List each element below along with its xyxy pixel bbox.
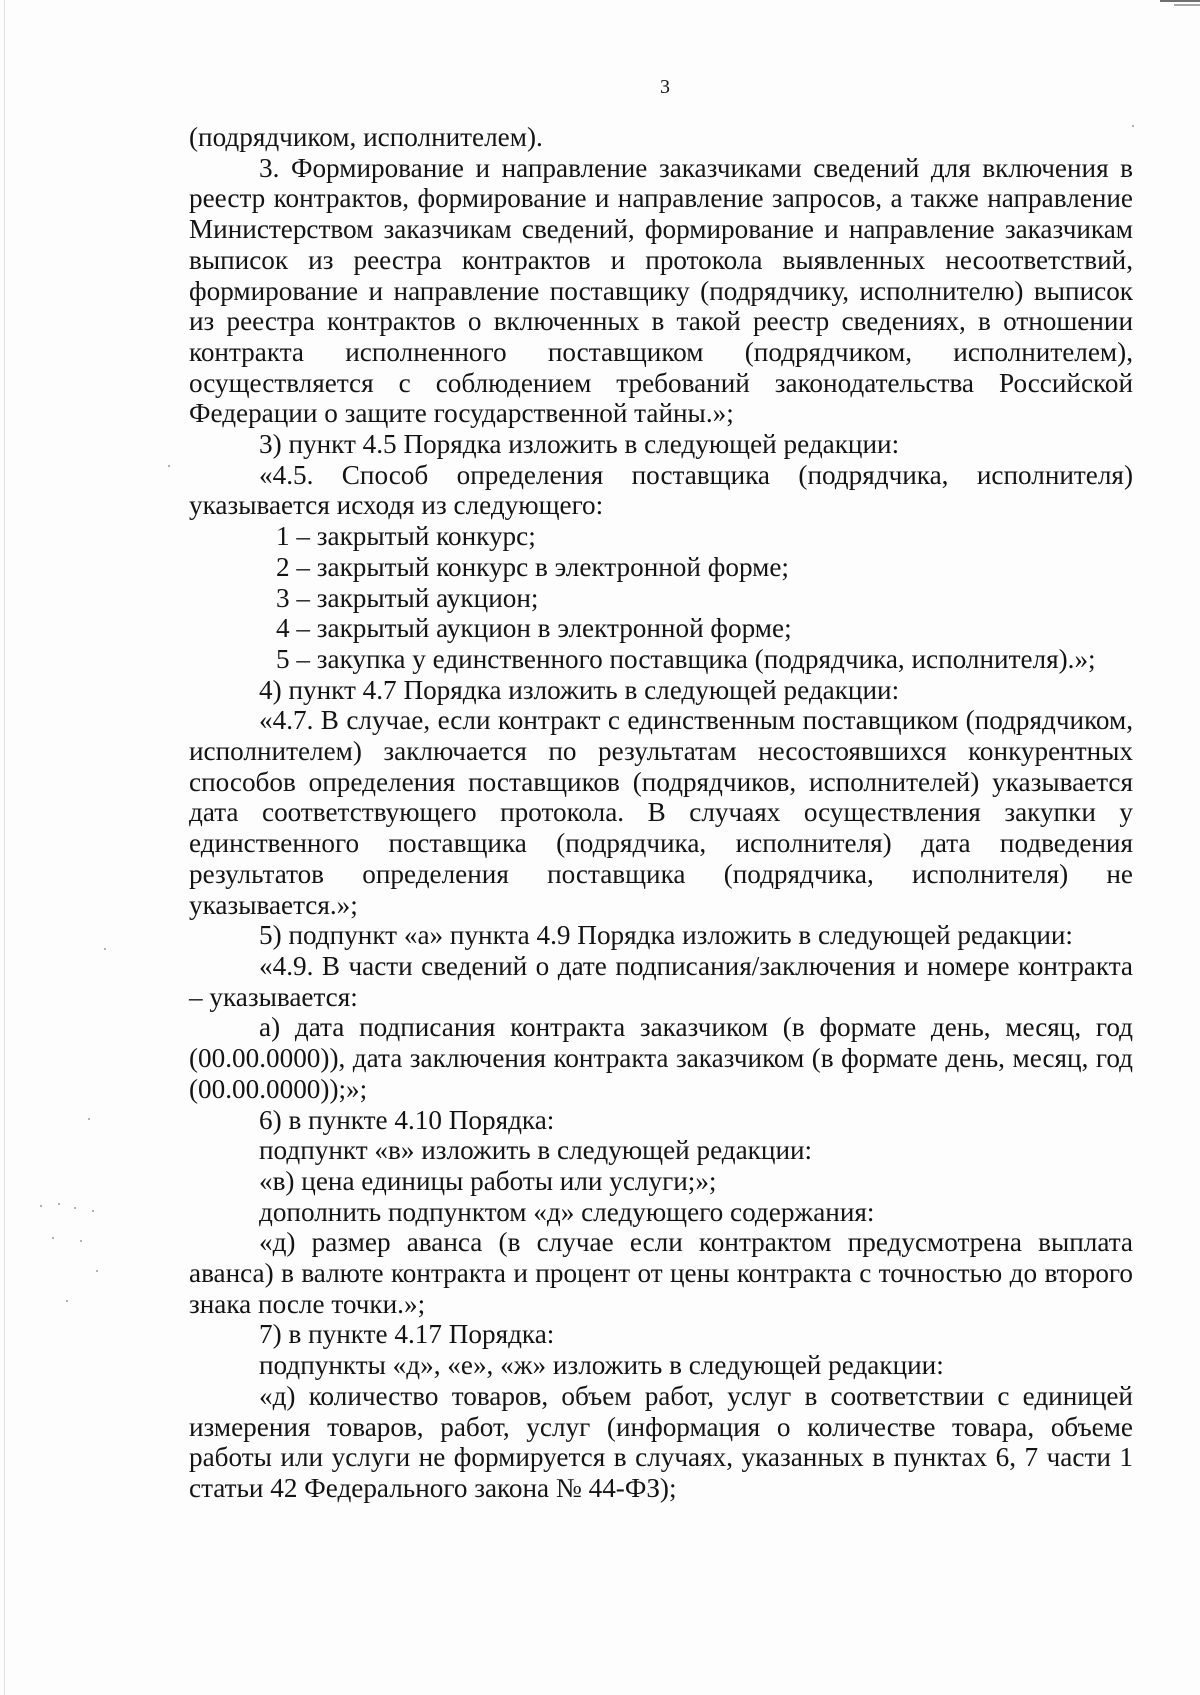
list-item: 3 – закрытый аукцион; <box>276 582 539 613</box>
paragraph: 4) пункт 4.7 Порядка изложить в следующей редакции: <box>259 674 900 705</box>
scan-left-edge <box>4 0 5 1695</box>
list-item: 1 – закрытый конкурс; <box>276 521 536 552</box>
scan-edge-mark <box>1174 4 1200 6</box>
paragraph: дополнить подпунктом «д» следующего содержания: <box>259 1196 875 1227</box>
scan-noise <box>104 948 106 950</box>
scan-noise <box>1132 125 1134 127</box>
paragraph: (подрядчиком, исполнителем). <box>189 122 543 152</box>
document-body <box>189 122 1133 1504</box>
scan-noise <box>92 1210 94 1212</box>
paragraph: 5) подпункт «а» пункта 4.9 Порядка изложить в следующей редакции: <box>259 920 1073 951</box>
paragraph: «4.9. В части сведений о дате подписания/заключения и номере контракта – указывается: <box>189 950 1133 1012</box>
paragraph: подпункт «в» изложить в следующей редакции: <box>259 1135 813 1166</box>
list-item: 5 – закупка у единственного поставщика (подрядчика, исполнителя).»; <box>276 643 1096 674</box>
scan-noise <box>66 1300 68 1302</box>
paragraph: 6) в пункте 4.10 Порядка: <box>259 1104 555 1135</box>
list-item: 2 – закрытый конкурс в электронной форме; <box>276 551 789 582</box>
paragraph: «4.5. Способ определения поставщика (подрядчика, исполнителя) указывается исходя из следующего: <box>189 459 1133 521</box>
paragraph: «в) цена единицы работы или услуги;»; <box>259 1165 717 1196</box>
paragraph: 3. Формирование и направление заказчиками сведений для включения в реестр контрактов, формирование и направление запросов, а также направление Министерством заказчикам сведений, формирование и направление заказчикам выписок из реестра контрактов и протокола выявленных несоответствий, формирование и направление поставщику (подрядчику, исполнителю) выписок из реестра контрактов о включенных в такой реестр сведениях, в отношении контракта исполненного поставщиком (подрядчиком, исполнителем), осуществляется с соблюдением требований законодательства Российской Федерации о защите государственной тайны.»; <box>189 152 1133 429</box>
paragraph: «д) количество товаров, объем работ, услуг в соответствии с единицей измерения товаров, работ, услуг (информация о количестве товара, объеме работы или услуги не формируется в случаях, указанных в пунктах 6, 7 части 1 статьи 42 Федерального закона № 44-ФЗ); <box>189 1380 1133 1503</box>
paragraph: «д) размер аванса (в случае если контрактом предусмотрена выплата аванса) в валюте контракта и процент от цены контракта с точностью до второго знака после точки.»; <box>189 1227 1133 1319</box>
paragraph: 7) в пункте 4.17 Порядка: <box>259 1319 555 1350</box>
scan-noise <box>40 1205 42 1207</box>
scan-noise <box>58 1203 60 1205</box>
paragraph: а) дата подписания контракта заказчиком (в формате день, месяц, год (00.00.0000)), дата заключения контракта заказчиком (в формате день, месяц, год (00.00.0000));»; <box>189 1012 1133 1104</box>
scan-noise <box>74 1207 76 1209</box>
scan-noise <box>80 1240 82 1242</box>
scan-noise <box>88 1118 90 1120</box>
scan-noise <box>52 1237 54 1239</box>
scan-edge-mark <box>1160 0 1200 2</box>
paragraph: «4.7. В случае, если контракт с единственным поставщиком (подрядчиком, исполнителем) заключается по результатам несостоявшихся конкурентных способов определения поставщиков (подрядчиков, исполнителей) указывается дата соответствующего протокола. В случаях осуществления закупки у единственного поставщика (подрядчика, исполнителя) дата подведения результатов определения поставщика (подрядчика, исполнителя) не указывается.»; <box>189 705 1133 920</box>
scan-noise <box>168 465 170 467</box>
page-number: 3 <box>660 76 670 98</box>
paragraph: 3) пункт 4.5 Порядка изложить в следующей редакции: <box>259 429 900 460</box>
list-item: 4 – закрытый аукцион в электронной форме; <box>276 613 792 644</box>
paragraph: подпункты «д», «е», «ж» изложить в следующей редакции: <box>259 1350 944 1381</box>
scan-noise <box>96 1270 98 1272</box>
